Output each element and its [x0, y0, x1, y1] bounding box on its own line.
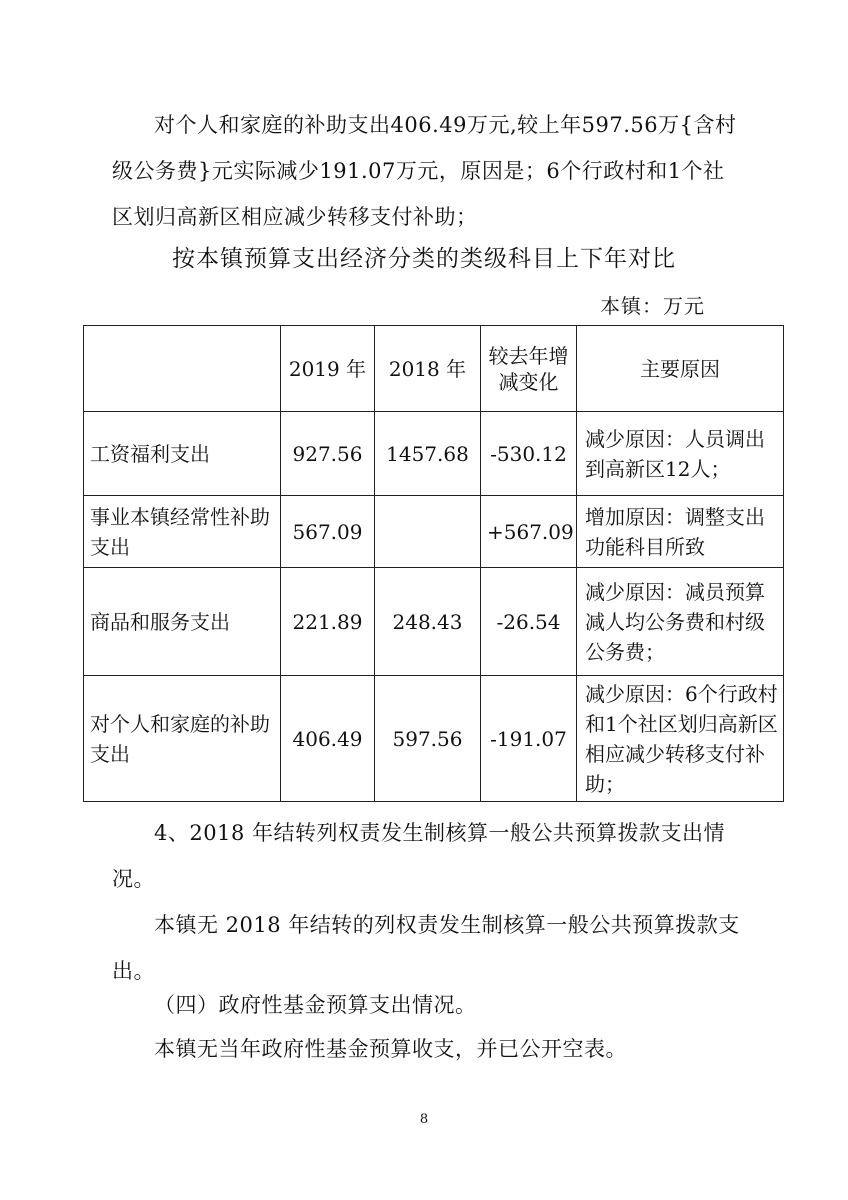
page-number: 8	[419, 1112, 429, 1127]
table-header-row	[84, 326, 784, 412]
table-row	[84, 496, 784, 568]
row-reason: 减少原因：人员调出到高新区12人；	[577, 412, 784, 496]
header-reason: 主要原因	[577, 326, 784, 412]
row-2018-value: 248.43	[375, 568, 481, 676]
row-reason: 减少原因：6个行政村和1个社区划归高新区相应减少转移支付补助；	[577, 676, 784, 802]
row-change-value: -26.54	[481, 568, 577, 676]
row-2019-value: 567.09	[281, 496, 375, 568]
budget-comparison-table	[83, 325, 784, 802]
row-2018-value	[375, 496, 481, 568]
paragraph-carryover-none: 本镇无 2018 年结转的列权责发生制核算一般公共预算拨款支出。	[112, 913, 740, 983]
table-row	[84, 676, 784, 802]
section-heading-fund-budget: （四）政府性基金预算支出情况。	[154, 993, 477, 1017]
row-2018-value: 597.56	[375, 676, 481, 802]
row-2019-value: 221.89	[281, 568, 375, 676]
row-reason: 减少原因：减员预算减人均公务费和村级公务费；	[577, 568, 784, 676]
row-change-value: -191.07	[481, 676, 577, 802]
header-category	[84, 326, 281, 412]
header-2019: 2019 年	[281, 326, 375, 412]
row-2018-value: 1457.68	[375, 412, 481, 496]
row-reason: 增加原因：调整支出功能科目所致	[577, 496, 784, 568]
paragraph-fund-budget-none: 本镇无当年政府性基金预算收支，并已公开空表。	[154, 1037, 627, 1061]
row-category: 工资福利支出	[84, 412, 281, 496]
unit-label: 本镇：万元	[600, 294, 705, 318]
table-title: 按本镇预算支出经济分类的类级科目上下年对比	[172, 246, 676, 272]
row-category: 对个人和家庭的补助支出	[84, 676, 281, 802]
row-category: 商品和服务支出	[84, 568, 281, 676]
row-change-value: +567.09	[481, 496, 577, 568]
table-row	[84, 412, 784, 496]
paragraph-carryover-heading: 4、2018 年结转列权责发生制核算一般公共预算拨款支出情况。	[112, 821, 725, 891]
row-2019-value: 927.56	[281, 412, 375, 496]
row-2019-value: 406.49	[281, 676, 375, 802]
header-change: 较去年增减变化	[481, 326, 577, 412]
header-2018: 2018 年	[375, 326, 481, 412]
row-change-value: -530.12	[481, 412, 577, 496]
table-row	[84, 568, 784, 676]
paragraph-personal-family-subsidy: 对个人和家庭的补助支出406.49万元,较上年597.56万{含村级公务费}元实际减少191.07万元，原因是；6个行政村和1个社区划归高新区相应减少转移支付补助；	[112, 113, 737, 229]
row-category: 事业本镇经常性补助支出	[84, 496, 281, 568]
